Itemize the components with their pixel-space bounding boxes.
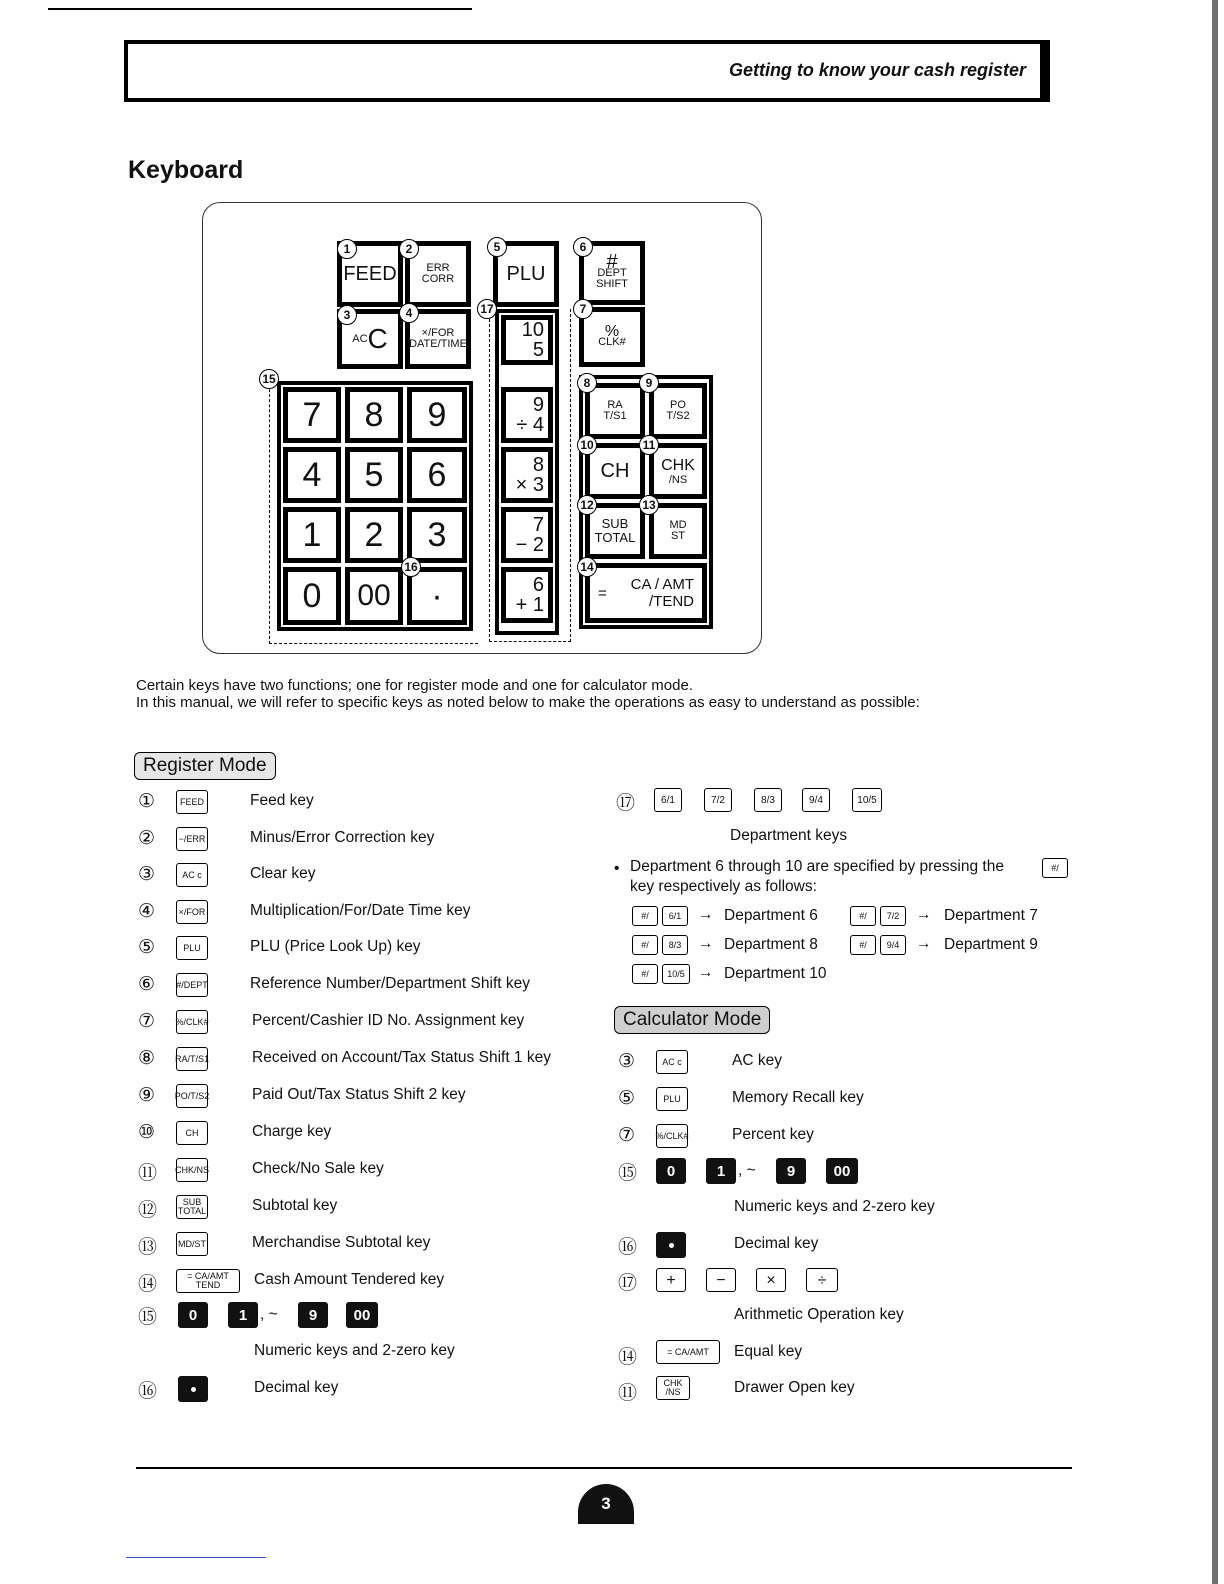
for-date-time-key: ×/FOR DATE/TIME — [405, 309, 471, 369]
key-4: 4 — [283, 447, 341, 503]
top-rule — [48, 8, 472, 10]
reg-label-11: Check/No Sale key — [252, 1160, 384, 1177]
calc-range-sep: , ~ — [738, 1162, 756, 1179]
feed-key: FEED — [337, 241, 403, 307]
callout-2: 2 — [399, 239, 419, 259]
reg-num-13: ⑬ — [138, 1237, 158, 1258]
key-7: 7 — [283, 387, 341, 443]
reg-key-0: 0 — [178, 1302, 208, 1328]
reg-key-icon-12: SUB TOTAL — [176, 1195, 208, 1219]
reg-key-icon-3: AC c — [176, 863, 208, 887]
calculator-mode-badge: Calculator Mode — [614, 1006, 770, 1034]
calc-num15-label: Numeric keys and 2-zero key — [734, 1198, 935, 1215]
dept6-label: Department 6 — [724, 907, 818, 924]
reg-label-9: Paid Out/Tax Status Shift 2 key — [252, 1086, 466, 1103]
calc-decimal-key-icon — [656, 1232, 686, 1258]
calc-key-9: 9 — [776, 1158, 806, 1184]
dept-key-9-4: 9 ÷ 4 — [501, 387, 553, 443]
footer-rule — [136, 1467, 1072, 1469]
dept7-icon: 7/2 — [880, 906, 906, 926]
calc-label-3: Percent key — [732, 1126, 814, 1143]
calc-label-1: AC key — [732, 1052, 782, 1069]
blue-rule — [126, 1557, 266, 1558]
clear-key: AC C — [337, 309, 403, 369]
callout-9: 9 — [639, 373, 659, 393]
dept10-label: Department 10 — [724, 965, 827, 982]
op-multiply-icon: × — [756, 1268, 786, 1292]
reg-num-11: ⑪ — [138, 1163, 158, 1184]
chk-ns-key-icon: CHK /NS — [656, 1376, 690, 1400]
shift-icon-a: #/ — [632, 906, 658, 926]
op-divide-icon: ÷ — [806, 1268, 838, 1292]
reg-num-3: ③ — [138, 864, 156, 885]
ra-key: RA T/S1 — [585, 383, 645, 439]
arrow-6: → — [698, 906, 714, 923]
dept8-icon: 8/3 — [662, 935, 688, 955]
charge-key: CH — [585, 443, 645, 499]
reg-key-icon-4: ×/FOR — [176, 900, 208, 924]
dept7-label: Department 7 — [944, 907, 1038, 924]
key-3: 3 — [407, 507, 467, 563]
reg-label-8: Received on Account/Tax Status Shift 1 key — [252, 1049, 551, 1066]
calc-key-0: 0 — [656, 1158, 686, 1184]
po-key: PO T/S2 — [649, 383, 707, 439]
dept-bullet-line-1: Department 6 through 10 are specified by pressing the — [630, 858, 1004, 875]
reg-label-4: Multiplication/For/Date Time key — [250, 902, 471, 919]
reg-label-1: Feed key — [250, 792, 314, 809]
dept6-icon: 6/1 — [662, 906, 688, 926]
reg-label-3: Clear key — [250, 865, 316, 882]
reg-label-5: PLU (Price Look Up) key — [250, 938, 421, 955]
reg-key-icon-14: = CA/AMT TEND — [176, 1269, 240, 1293]
calc-num-16: ⑯ — [618, 1237, 638, 1258]
calc-num11-label: Drawer Open key — [734, 1379, 855, 1396]
callout-10: 10 — [577, 435, 597, 455]
arrow-10: → — [698, 964, 714, 981]
reg-key-icon-10: CH — [176, 1121, 208, 1145]
reg-num-7: ⑦ — [138, 1011, 156, 1032]
key-00: 00 — [345, 567, 403, 625]
key-1: 1 — [283, 507, 341, 563]
shift-icon-c: #/ — [632, 935, 658, 955]
shift-icon-e: #/ — [632, 964, 658, 984]
intro-line-2: In this manual, we will refer to specific keys as noted below to make the operations as easy to understand as possible: — [136, 694, 920, 711]
arrow-9: → — [916, 935, 932, 952]
reg-key-1: 1 — [228, 1302, 258, 1328]
arrow-7: → — [916, 906, 932, 923]
reg-num-6: ⑥ — [138, 974, 156, 995]
reg-label-6: Reference Number/Department Shift key — [250, 975, 530, 992]
calc-key-00: 00 — [826, 1158, 858, 1184]
calc-num-11: ⑪ — [618, 1383, 638, 1404]
reg-label-13: Merchandise Subtotal key — [252, 1234, 431, 1251]
calc-key-icon-1: AC c — [656, 1050, 688, 1074]
dept10-icon: 10/5 — [662, 964, 690, 984]
dept9-icon: 9/4 — [880, 935, 906, 955]
reg-num-10: ⑩ — [138, 1122, 156, 1143]
shift-icon-b: #/ — [850, 906, 876, 926]
dept-key-7-2: 7 − 2 — [501, 507, 553, 563]
dept-key-6-1: 6 + 1 — [501, 567, 553, 623]
reg-num-1: ① — [138, 791, 156, 812]
key-9: 9 — [407, 387, 467, 443]
calc-label-2: Memory Recall key — [732, 1089, 864, 1106]
dept-key-icon-4: 9/4 — [802, 788, 830, 812]
check-ns-key: CHK /NS — [649, 443, 707, 499]
reg-label-12: Subtotal key — [252, 1197, 338, 1214]
reg-key-icon-7: %/CLK# — [176, 1010, 208, 1034]
reg-num-4: ④ — [138, 901, 156, 922]
register-mode-badge: Register Mode — [134, 752, 276, 780]
calc-key-1: 1 — [706, 1158, 736, 1184]
reg-num-16: ⑯ — [138, 1381, 158, 1402]
reg-key-9: 9 — [298, 1302, 328, 1328]
callout-15: 15 — [259, 369, 279, 389]
arrow-8: → — [698, 935, 714, 952]
reg-num-15: ⑮ — [138, 1307, 158, 1328]
op-plus-icon: + — [656, 1268, 686, 1292]
key-2: 2 — [345, 507, 403, 563]
err-corr-key: ERR CORR — [405, 241, 471, 307]
dept-shift-key-icon: #/ — [1042, 858, 1068, 878]
reg-num-5: ⑤ — [138, 937, 156, 958]
calc-key-icon-2: PLU — [656, 1087, 688, 1111]
calc-num-2: ⑤ — [618, 1088, 636, 1109]
callout-16: 16 — [401, 557, 421, 577]
calc-num14-label: Equal key — [734, 1343, 803, 1360]
dept-key-10-5: 10 5 — [501, 315, 553, 365]
reg-num-12: ⑫ — [138, 1200, 158, 1221]
reg-label-7: Percent/Cashier ID No. Assignment key — [252, 1012, 525, 1029]
dept-bullet: • — [614, 860, 620, 877]
page-number: 3 — [578, 1484, 634, 1524]
dept-key-icon-2: 7/2 — [704, 788, 732, 812]
header-banner — [124, 40, 1050, 102]
callout-17: 17 — [477, 299, 497, 319]
cash-tend-key: = CA / AMT /TEND — [585, 563, 707, 623]
calc-num17-label: Arithmetic Operation key — [734, 1306, 904, 1323]
key-5: 5 — [345, 447, 403, 503]
md-st-key: MD ST — [649, 503, 707, 559]
reg-label-14: Cash Amount Tendered key — [254, 1271, 445, 1288]
header-title: Getting to know your cash register — [728, 60, 1026, 80]
dept-key-icon-5: 10/5 — [852, 788, 882, 812]
key-6: 6 — [407, 447, 467, 503]
reg-key-icon-1: FEED — [176, 790, 208, 814]
callout-1: 1 — [337, 239, 357, 259]
key-decimal: · — [407, 567, 467, 625]
reg-key-icon-5: PLU — [176, 936, 208, 960]
calc-key-icon-3: %/CLK# — [656, 1124, 688, 1148]
plu-key: PLU — [493, 241, 559, 307]
dept-num: ⑰ — [616, 793, 636, 814]
reg-key-icon-13: MD/ST — [176, 1232, 208, 1256]
callout-6: 6 — [573, 237, 593, 257]
key-0: 0 — [283, 567, 341, 625]
dept-bullet-line-2: key respectively as follows: — [630, 878, 817, 895]
reg-num-14: ⑭ — [138, 1274, 158, 1295]
reg-decimal-key-icon — [178, 1376, 208, 1402]
reg-key-icon-9: PO/T/S2 — [176, 1084, 208, 1108]
callout-5: 5 — [487, 237, 507, 257]
reg-key-icon-6: #/DEPT — [176, 973, 208, 997]
dept9-label: Department 9 — [944, 936, 1038, 953]
reg-num-8: ⑧ — [138, 1048, 156, 1069]
intro-line-1: Certain keys have two functions; one for register mode and one for calculator mode. — [136, 677, 693, 694]
percent-clk-key: % CLK# — [579, 307, 645, 367]
dept-label: Department keys — [730, 827, 848, 844]
callout-4: 4 — [399, 303, 419, 323]
calc-num-1: ③ — [618, 1051, 636, 1072]
reg-num15-label: Numeric keys and 2-zero key — [254, 1342, 455, 1359]
reg-num16-label: Decimal key — [254, 1379, 339, 1396]
section-title: Keyboard — [128, 156, 244, 184]
calc-num-14: ⑭ — [618, 1347, 638, 1368]
reg-num-2: ② — [138, 828, 156, 849]
dept-shift-key: # DEPT SHIFT — [579, 241, 645, 305]
callout-3: 3 — [337, 305, 357, 325]
reg-range-sep: , ~ — [260, 1306, 278, 1323]
reg-key-icon-2: −/ERR — [176, 827, 208, 851]
callout-11: 11 — [639, 435, 659, 455]
reg-label-2: Minus/Error Correction key — [250, 829, 435, 846]
callout-8: 8 — [577, 373, 597, 393]
dept-key-icon-1: 6/1 — [654, 788, 682, 812]
keyboard-illustration — [202, 202, 762, 654]
op-minus-icon: − — [706, 1268, 736, 1292]
callout-13: 13 — [639, 495, 659, 515]
subtotal-key: SUB TOTAL — [585, 503, 645, 559]
callout-14: 14 — [577, 557, 597, 577]
dept-key-8-3: 8 × 3 — [501, 447, 553, 503]
shift-icon-d: #/ — [850, 935, 876, 955]
dept-key-icon-3: 8/3 — [754, 788, 782, 812]
scan-edge — [1212, 0, 1218, 1584]
calc-num-3: ⑦ — [618, 1125, 636, 1146]
calc-num-17: ⑰ — [618, 1273, 638, 1294]
callout-7: 7 — [573, 299, 593, 319]
reg-label-10: Charge key — [252, 1123, 332, 1140]
reg-key-icon-11: CHK/NS — [176, 1158, 208, 1182]
reg-num-9: ⑨ — [138, 1085, 156, 1106]
key-8: 8 — [345, 387, 403, 443]
reg-key-icon-8: RA/T/S1 — [176, 1047, 208, 1071]
reg-key-00: 00 — [346, 1302, 378, 1328]
calc-num-15: ⑮ — [618, 1163, 638, 1184]
equal-key-icon: = CA/AMT — [656, 1340, 720, 1364]
dept8-label: Department 8 — [724, 936, 818, 953]
calc-num16-label: Decimal key — [734, 1235, 819, 1252]
callout-12: 12 — [577, 495, 597, 515]
